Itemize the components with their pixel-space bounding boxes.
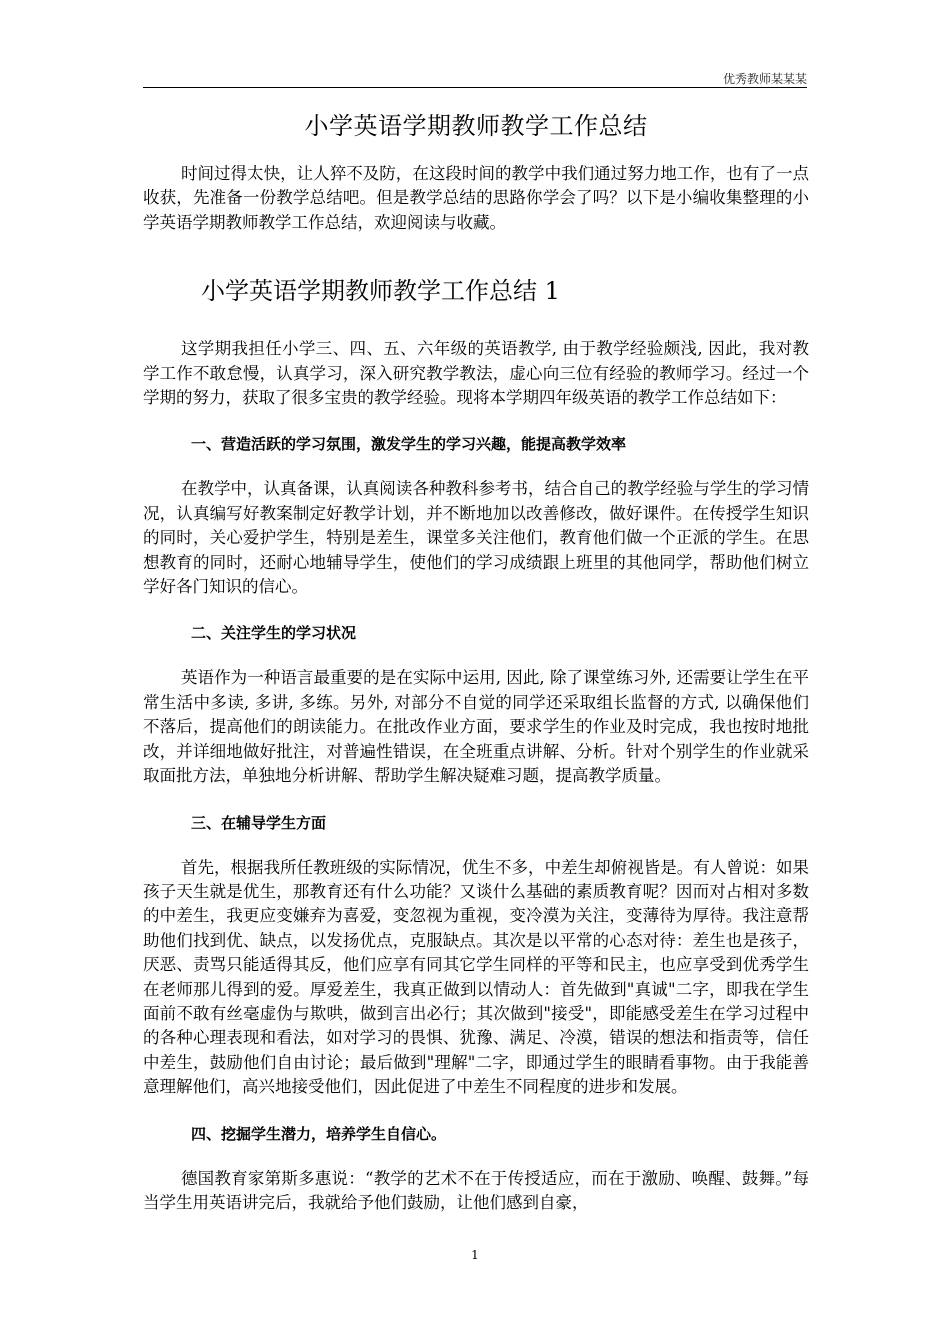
section-heading-2: 二、关注学生的学习状况 xyxy=(191,624,357,643)
opening-paragraph: 这学期我担任小学三、四、五、六年级的英语教学, 由于教学经验颇浅, 因此，我对教学工作不敢怠慢，认真学习，深入研究教学教法，虚心向三位有经验的教师学习。经过一个学期的努力，获取了很多宝贵的教学经验。现将本学期四年级英语的教学工作总结如下： xyxy=(143,339,809,408)
section-body-3: 首先，根据我所任教班级的实际情况，优生不多，中差生却俯视皆是。有人曾说：如果孩子天生就是优生，那教育还有什么功能？又谈什么基础的素质教育呢？因而对占相对多数的中差生，我更应变嫌弃为喜爱，变忽视为重视，变冷漠为关注，变薄待为厚待。我注意帮助他们找到优、缺点，以发扬优点，克服缺点。其次是以平常的心态对待：差生也是孩子，厌恶、责骂只能适得其反，他们应享有同其它学生同样的平等和民主，也应享受到优秀学生在老师那儿得到的爱。厚爱差生，我真正做到以情动人：首先做到"真诚"二字，即我在学生面前不敢有丝毫虚伪与欺哄，做到言出必行；其次做到"接受"，即能感受差生在学习过程中的各种心理表现和看法，如对学习的畏惧、犹豫、满足、冷漠，错误的想法和指责等，信任中差生，鼓励他们自由讨论；最后做到"理解"二字，即通过学生的眼睛看事物。由于我能善意理解他们，高兴地接受他们，因此促进了中差生不同程度的进步和发展。 xyxy=(143,857,809,1097)
document-title: 小学英语学期教师教学工作总结 xyxy=(304,112,648,140)
section-heading-3: 三、在辅导学生方面 xyxy=(191,813,327,832)
header-divider xyxy=(143,87,807,88)
page-number: 1 xyxy=(471,1248,479,1262)
section-heading-1: 一、营造活跃的学习氛围，激发学生的学习兴趣，能提高教学效率 xyxy=(191,435,627,454)
intro-paragraph: 时间过得太快，让人猝不及防，在这段时间的教学中我们通过努力地工作，也有了一点收获，先准备一份教学总结吧。但是教学总结的思路你学会了吗？以下是小编收集整理的小学英语学期教师教学工作总结，欢迎阅读与收藏。 xyxy=(143,164,809,232)
section-subtitle: 小学英语学期教师教学工作总结 1 xyxy=(201,277,560,306)
page-header-text: 优秀教师某某某 xyxy=(722,72,807,86)
section-body-2: 英语作为一种语言最重要的是在实际中运用, 因此, 除了课堂练习外, 还需要让学生在平常生活中多读, 多讲, 多练。另外, 对部分不自觉的同学还采取组长监督的方式, 以确保他们不落后，提高他们的朗读能力。在批改作业方面，要求学生的作业及时完成，我也按时地批改，并详细地做好批注，对普遍性错误，在全班重点讲解、分析。针对个别学生的作业就采取面批方法，单独地分析讲解、帮助学生解决疑难习题，提高教学质量。 xyxy=(143,668,809,786)
section-body-4: 德国教育家第斯多惠说：“教学的艺术不在于传授适应，而在于激励、唤醒、鼓舞。”每当学生用英语讲完后，我就给予他们鼓励，让他们感到自豪， xyxy=(143,1168,809,1212)
section-heading-4: 四、挖掘学生潜力，培养学生自信心。 xyxy=(191,1124,447,1143)
document-body xyxy=(143,108,809,1215)
section-body-1: 在教学中，认真备课，认真阅读各种教科参考书，结合自己的教学经验与学生的学习情况，认真编写好教案制定好教学计划，并不断地加以改善修改，做好课件。在传授学生知识的同时，关心爱护学生，特别是差生，课堂多关注他们，教育他们做一个正派的学生。在思想教育的同时，还耐心地辅导学生，使他们的学习成绩跟上班里的其他同学，帮助他们树立学好各门知识的信心。 xyxy=(143,479,809,597)
